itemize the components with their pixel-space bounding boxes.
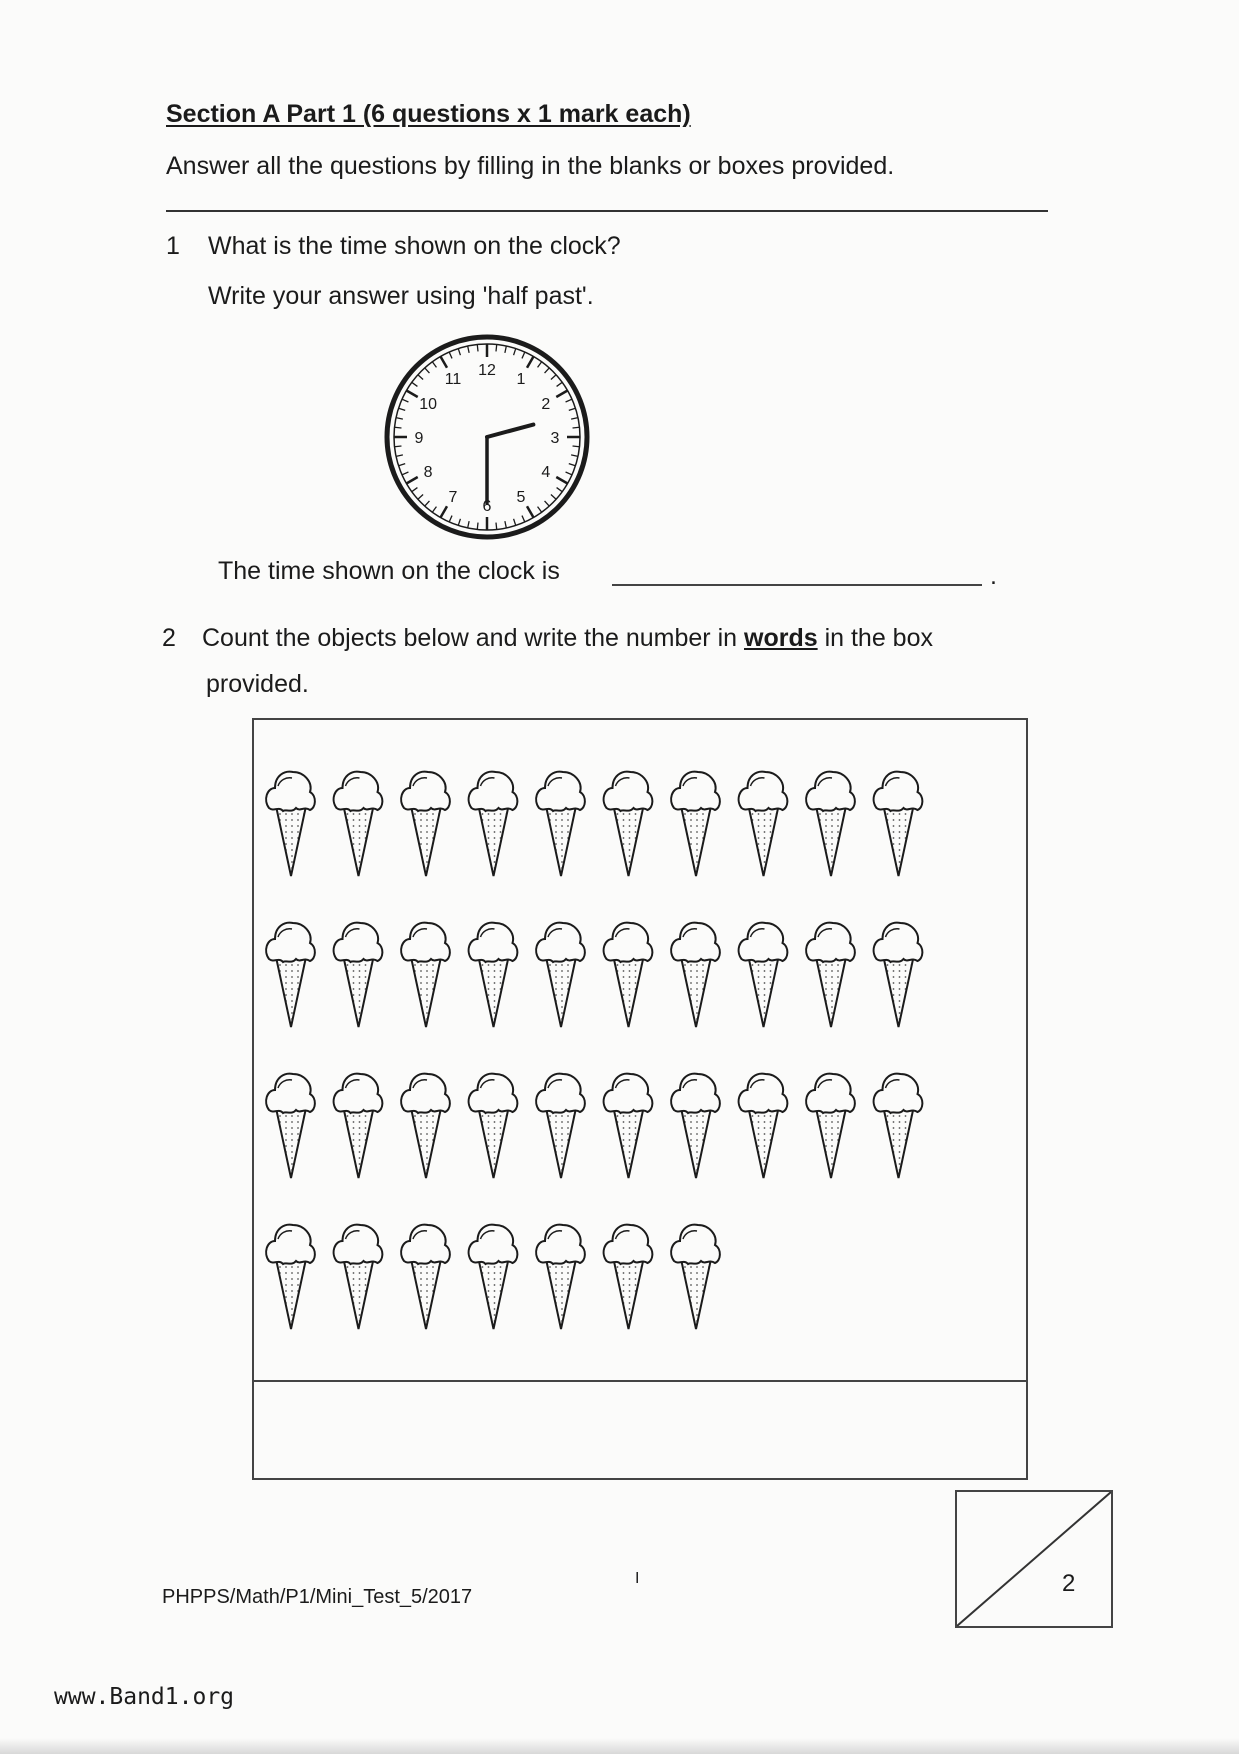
clock-numeral: 9 [414, 430, 424, 447]
ice-cream-cone [806, 1074, 855, 1178]
clock-tick [425, 368, 430, 373]
clock-tick [522, 516, 525, 522]
section-instruction: Answer all the questions by filling in the blanks or boxes provided. [166, 152, 895, 180]
clock-tick [551, 495, 556, 500]
clock-tick [406, 477, 417, 484]
ice-cream-cone [739, 772, 788, 876]
clock-tick [538, 362, 542, 368]
question-1-answer-end: . [990, 562, 997, 590]
clock-tick [573, 446, 580, 447]
ice-cream-cone [469, 1225, 518, 1329]
clock-tick [395, 446, 402, 447]
ice-cream-cone [469, 923, 518, 1027]
ice-cream-cone [536, 772, 585, 876]
question-1-answer-blank[interactable] [612, 584, 982, 586]
clock-numeral: 2 [541, 396, 551, 413]
ice-cream-cone [266, 1225, 315, 1329]
clock-numeral: 11 [444, 371, 462, 389]
clock-tick [556, 391, 567, 398]
page-mark: I [635, 1570, 640, 1587]
clock-tick [402, 472, 408, 475]
question-2-text-before: Count the objects below and write the number in [202, 624, 738, 652]
clock-numeral: 8 [423, 464, 433, 481]
clock-tick [505, 346, 506, 353]
ice-cream-cone [334, 1225, 383, 1329]
clock-tick [571, 455, 578, 456]
clock-tick [569, 408, 576, 410]
ice-cream-cone [671, 923, 720, 1027]
ice-cream-cone [469, 1074, 518, 1178]
ice-cream-cone [739, 923, 788, 1027]
clock-hour-hand [487, 425, 533, 437]
question-1-subtext: Write your answer using 'half past'. [208, 282, 594, 310]
ice-cream-cone [806, 923, 855, 1027]
clock-tick [399, 408, 406, 410]
marks-box [955, 1490, 1113, 1628]
ice-cream-cone [874, 772, 923, 876]
clock-tick [514, 349, 516, 356]
clock-tick [496, 523, 497, 530]
ice-cream-cone [334, 923, 383, 1027]
question-2-emphasis: words [744, 624, 818, 652]
ice-cream-cone [266, 1074, 315, 1178]
marks-value: 2 [1062, 1570, 1076, 1597]
ice-cream-cone [671, 1074, 720, 1178]
clock-tick [399, 464, 406, 466]
clock-numeral: 6 [482, 498, 492, 515]
clock-tick [566, 399, 572, 402]
section-heading: Section A Part 1 (6 questions x 1 mark each) [166, 100, 691, 128]
clock [380, 330, 594, 544]
ice-cream-cone [604, 772, 653, 876]
question-1-answer-prompt: The time shown on the clock is [218, 557, 560, 585]
ice-cream-cone [604, 1225, 653, 1329]
clock-tick [551, 375, 556, 380]
marks-box-diagonal [957, 1492, 1111, 1626]
clock-tick [514, 519, 516, 526]
clock-tick [425, 501, 430, 506]
question-2-text [202, 624, 933, 653]
ice-cream-cone [401, 1225, 450, 1329]
question-1-number: 1 [166, 232, 180, 260]
ice-cream-cone [469, 772, 518, 876]
clock-tick [566, 472, 572, 475]
ice-cream-cone [401, 772, 450, 876]
ice-cream-cone [671, 1225, 720, 1329]
clock-tick [557, 488, 563, 492]
clock-tick [477, 523, 478, 530]
clock-tick [527, 356, 534, 367]
ice-cream-cone [401, 923, 450, 1027]
website-watermark: www.Band1.org [54, 1684, 235, 1710]
clock-tick [441, 356, 448, 367]
clock-tick [449, 352, 452, 358]
question-2-number: 2 [162, 624, 176, 652]
clock-tick [556, 477, 567, 484]
clock-numeral: 3 [550, 430, 560, 447]
ice-cream-cone [334, 1074, 383, 1178]
ice-cream-cones [256, 722, 1026, 1378]
clock-tick [527, 506, 534, 517]
question-1-text: What is the time shown on the clock? [208, 232, 621, 260]
clock-tick [396, 418, 403, 419]
ice-cream-cone [739, 1074, 788, 1178]
clock-tick [418, 495, 423, 500]
clock-numeral: 5 [516, 488, 526, 506]
clock-numeral: 12 [478, 362, 496, 379]
clock-tick [458, 349, 460, 356]
clock-numeral: 1 [516, 371, 526, 389]
clock-tick [418, 375, 423, 380]
clock-tick [396, 455, 403, 456]
clock-tick [441, 506, 448, 517]
ice-cream-cone [604, 923, 653, 1027]
clock-tick [569, 464, 576, 466]
clock-tick [432, 362, 436, 368]
clock-tick [505, 521, 506, 528]
ice-cream-cone [536, 1074, 585, 1178]
clock-tick [395, 427, 402, 428]
footer-code: PHPPS/Math/P1/Mini_Test_5/2017 [162, 1586, 473, 1608]
clock-tick [468, 521, 469, 528]
question-2-answer-box[interactable] [254, 1382, 1026, 1478]
clock-tick [412, 488, 418, 492]
ice-cream-cone [806, 772, 855, 876]
ice-cream-cone [266, 923, 315, 1027]
ice-cream-cone [266, 772, 315, 876]
clock-tick [522, 352, 525, 358]
clock-tick [557, 382, 563, 386]
scan-edge [0, 1738, 1239, 1754]
clock-tick [432, 507, 436, 513]
clock-tick [571, 418, 578, 419]
clock-numeral: 10 [419, 396, 438, 413]
ice-cream-cone [334, 772, 383, 876]
clock-tick [545, 368, 550, 373]
ice-cream-cone [874, 1074, 923, 1178]
question-2-text-after: in the box [824, 624, 933, 652]
clock-tick [458, 519, 460, 526]
section-divider [166, 210, 1048, 212]
clock-tick [468, 346, 469, 353]
clock-tick [449, 516, 452, 522]
ice-cream-cone [604, 1074, 653, 1178]
clock-tick [496, 345, 497, 352]
clock-numeral: 7 [448, 488, 458, 506]
ice-cream-cone [671, 772, 720, 876]
ice-cream-cone [874, 923, 923, 1027]
clock-tick [402, 399, 408, 402]
question-2-text-line2: provided. [206, 670, 309, 698]
clock-tick [573, 427, 580, 428]
clock-tick [406, 391, 417, 398]
ice-cream-cone [401, 1074, 450, 1178]
clock-tick [412, 382, 418, 386]
clock-tick [477, 345, 478, 352]
ice-cream-cone [536, 1225, 585, 1329]
clock-numeral: 4 [541, 464, 551, 481]
clock-tick [545, 501, 550, 506]
ice-cream-cone [536, 923, 585, 1027]
clock-tick [538, 507, 542, 513]
